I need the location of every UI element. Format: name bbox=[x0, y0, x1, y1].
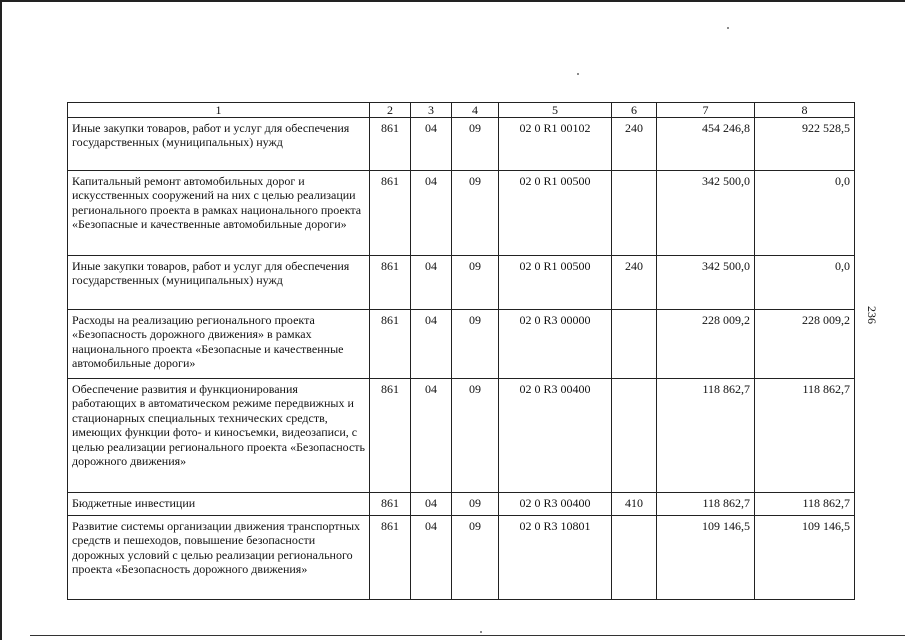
column-header: 7 bbox=[657, 103, 755, 118]
row-name: Обеспечение развития и функционирования работающих в автоматическом режиме передвижных и стационарных специальных технических средств, имеющих функции фото- и киносъемки, видеозаписи, с целью реализации регионального проекта «Безопасность дорожного движения» bbox=[68, 379, 370, 493]
row-target: 02 0 R1 00500 bbox=[499, 171, 612, 256]
row-amount-2: 118 862,7 bbox=[755, 493, 855, 516]
scan-speck bbox=[727, 27, 729, 29]
table-row bbox=[68, 310, 855, 379]
column-header: 8 bbox=[755, 103, 855, 118]
row-expense-type bbox=[612, 379, 657, 493]
budget-table bbox=[67, 102, 855, 600]
column-header: 4 bbox=[452, 103, 499, 118]
column-header: 6 bbox=[612, 103, 657, 118]
table-header-row bbox=[68, 103, 855, 118]
scan-border-top bbox=[0, 0, 905, 2]
scan-speck bbox=[480, 631, 482, 633]
row-section: 04 bbox=[411, 310, 452, 379]
row-expense-type: 240 bbox=[612, 118, 657, 171]
row-name: Развитие системы организации движения транспортных средств и пешеходов, повышение безопасности дорожных условий с целью реализации регионального проекта «Безопасность дорожного движения» bbox=[68, 516, 370, 600]
row-target: 02 0 R3 00000 bbox=[499, 310, 612, 379]
row-name: Иные закупки товаров, работ и услуг для обеспечения государственных (муниципальных) нужд bbox=[68, 256, 370, 310]
column-header: 1 bbox=[68, 103, 370, 118]
row-ministry: 861 bbox=[370, 516, 411, 600]
row-section: 04 bbox=[411, 516, 452, 600]
row-section: 04 bbox=[411, 379, 452, 493]
row-name: Иные закупки товаров, работ и услуг для обеспечения государственных (муниципальных) нужд bbox=[68, 118, 370, 171]
row-amount-2: 118 862,7 bbox=[755, 379, 855, 493]
row-amount-2: 228 009,2 bbox=[755, 310, 855, 379]
row-name: Расходы на реализацию регионального проекта «Безопасность дорожного движения» в рамках национального проекта «Безопасные и качественные автомобильные дороги» bbox=[68, 310, 370, 379]
row-amount-2: 0,0 bbox=[755, 256, 855, 310]
row-target: 02 0 R3 00400 bbox=[499, 493, 612, 516]
scan-speck bbox=[577, 73, 579, 75]
row-amount-1: 118 862,7 bbox=[657, 493, 755, 516]
row-amount-2: 109 146,5 bbox=[755, 516, 855, 600]
row-section: 04 bbox=[411, 493, 452, 516]
table-row bbox=[68, 379, 855, 493]
row-subsection: 09 bbox=[452, 379, 499, 493]
row-subsection: 09 bbox=[452, 516, 499, 600]
page-number: 236 bbox=[865, 306, 879, 324]
row-ministry: 861 bbox=[370, 310, 411, 379]
row-target: 02 0 R3 10801 bbox=[499, 516, 612, 600]
row-amount-1: 342 500,0 bbox=[657, 256, 755, 310]
table-row bbox=[68, 516, 855, 600]
row-section: 04 bbox=[411, 256, 452, 310]
table-row bbox=[68, 256, 855, 310]
table-row bbox=[68, 493, 855, 516]
row-subsection: 09 bbox=[452, 493, 499, 516]
scan-line-bottom bbox=[30, 635, 905, 636]
row-target: 02 0 R1 00102 bbox=[499, 118, 612, 171]
column-header: 2 bbox=[370, 103, 411, 118]
row-subsection: 09 bbox=[452, 171, 499, 256]
table-row bbox=[68, 118, 855, 171]
column-header: 5 bbox=[499, 103, 612, 118]
row-name: Бюджетные инвестиции bbox=[68, 493, 370, 516]
row-expense-type bbox=[612, 516, 657, 600]
scan-border-left bbox=[0, 0, 2, 640]
row-expense-type: 410 bbox=[612, 493, 657, 516]
row-subsection: 09 bbox=[452, 118, 499, 171]
row-amount-2: 0,0 bbox=[755, 171, 855, 256]
row-name: Капитальный ремонт автомобильных дорог и искусственных сооружений на них с целью реализации регионального проекта в рамках национального проекта «Безопасные и качественные автомобильные дороги» bbox=[68, 171, 370, 256]
row-target: 02 0 R3 00400 bbox=[499, 379, 612, 493]
row-subsection: 09 bbox=[452, 310, 499, 379]
row-expense-type bbox=[612, 171, 657, 256]
row-amount-1: 454 246,8 bbox=[657, 118, 755, 171]
row-expense-type bbox=[612, 310, 657, 379]
row-ministry: 861 bbox=[370, 171, 411, 256]
row-amount-2: 922 528,5 bbox=[755, 118, 855, 171]
row-amount-1: 118 862,7 bbox=[657, 379, 755, 493]
row-subsection: 09 bbox=[452, 256, 499, 310]
row-ministry: 861 bbox=[370, 493, 411, 516]
column-header: 3 bbox=[411, 103, 452, 118]
row-ministry: 861 bbox=[370, 379, 411, 493]
table-row bbox=[68, 171, 855, 256]
row-expense-type: 240 bbox=[612, 256, 657, 310]
row-amount-1: 228 009,2 bbox=[657, 310, 755, 379]
row-amount-1: 342 500,0 bbox=[657, 171, 755, 256]
row-target: 02 0 R1 00500 bbox=[499, 256, 612, 310]
row-ministry: 861 bbox=[370, 118, 411, 171]
row-section: 04 bbox=[411, 171, 452, 256]
row-section: 04 bbox=[411, 118, 452, 171]
row-ministry: 861 bbox=[370, 256, 411, 310]
row-amount-1: 109 146,5 bbox=[657, 516, 755, 600]
